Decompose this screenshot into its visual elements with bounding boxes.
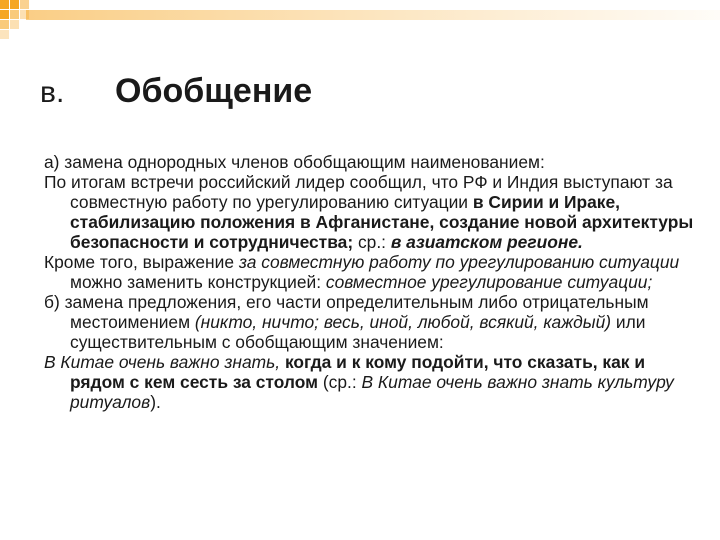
italic-run: (никто, ничто; весь, иной, любой, всякий, каждый): [194, 312, 612, 332]
decoration-square: [20, 10, 29, 19]
text-run: (ср.:: [318, 372, 362, 392]
slide-body: [44, 152, 699, 412]
decoration-square: [10, 0, 19, 9]
paragraph-5: [44, 352, 699, 412]
text-run: ).: [150, 392, 161, 412]
paragraph-2: [44, 172, 699, 252]
text-run: Кроме того, выражение: [44, 252, 239, 272]
text-run: или существительным с обобщающим значением:: [70, 312, 646, 352]
decoration-square: [0, 30, 9, 39]
paragraph-1: [44, 152, 699, 172]
text-run: ср.:: [353, 232, 391, 252]
decoration-square: [10, 10, 19, 19]
text-run: б) замена предложения, его части определительным либо отрицательным местоимением: [44, 292, 649, 332]
paragraph-3: [44, 252, 699, 292]
italic-run: совместное урегулирование ситуации;: [325, 272, 653, 292]
italic-run: В Китае очень важно знать,: [44, 352, 281, 372]
corner-decoration: [0, 0, 720, 60]
decoration-square: [0, 20, 9, 29]
decoration-bar: [26, 10, 720, 20]
bold-run: когда и к кому подойти, что сказать, как и рядом с кем сесть за столом: [70, 352, 646, 392]
text-run: а) замена однородных членов обобщающим наименованием:: [44, 152, 545, 172]
italic-run: за совместную работу по урегулированию ситуации: [238, 252, 680, 272]
decoration-square: [0, 10, 9, 19]
text-run: По итогам встречи российский лидер сообщил, что РФ и Индия выступают за совместную работу по урегулированию ситуации: [44, 172, 673, 212]
slide-title: [40, 72, 312, 116]
paragraph-4: [44, 292, 699, 352]
decoration-square: [20, 0, 29, 9]
bold-italic-run: в азиатском регионе.: [390, 232, 583, 252]
section-number: в.: [40, 76, 65, 109]
decoration-square: [0, 0, 9, 9]
text-run: можно заменить конструкцией:: [70, 272, 326, 292]
decoration-square: [10, 20, 19, 29]
italic-run: В Китае очень важно знать культуру ритуалов: [70, 372, 674, 412]
title-text: Обобщение: [115, 72, 313, 110]
bold-run: в Сирии и Ираке, стабилизацию положения в Афганистане, создание новой архитектуры безопасности и сотрудничества;: [70, 192, 694, 252]
